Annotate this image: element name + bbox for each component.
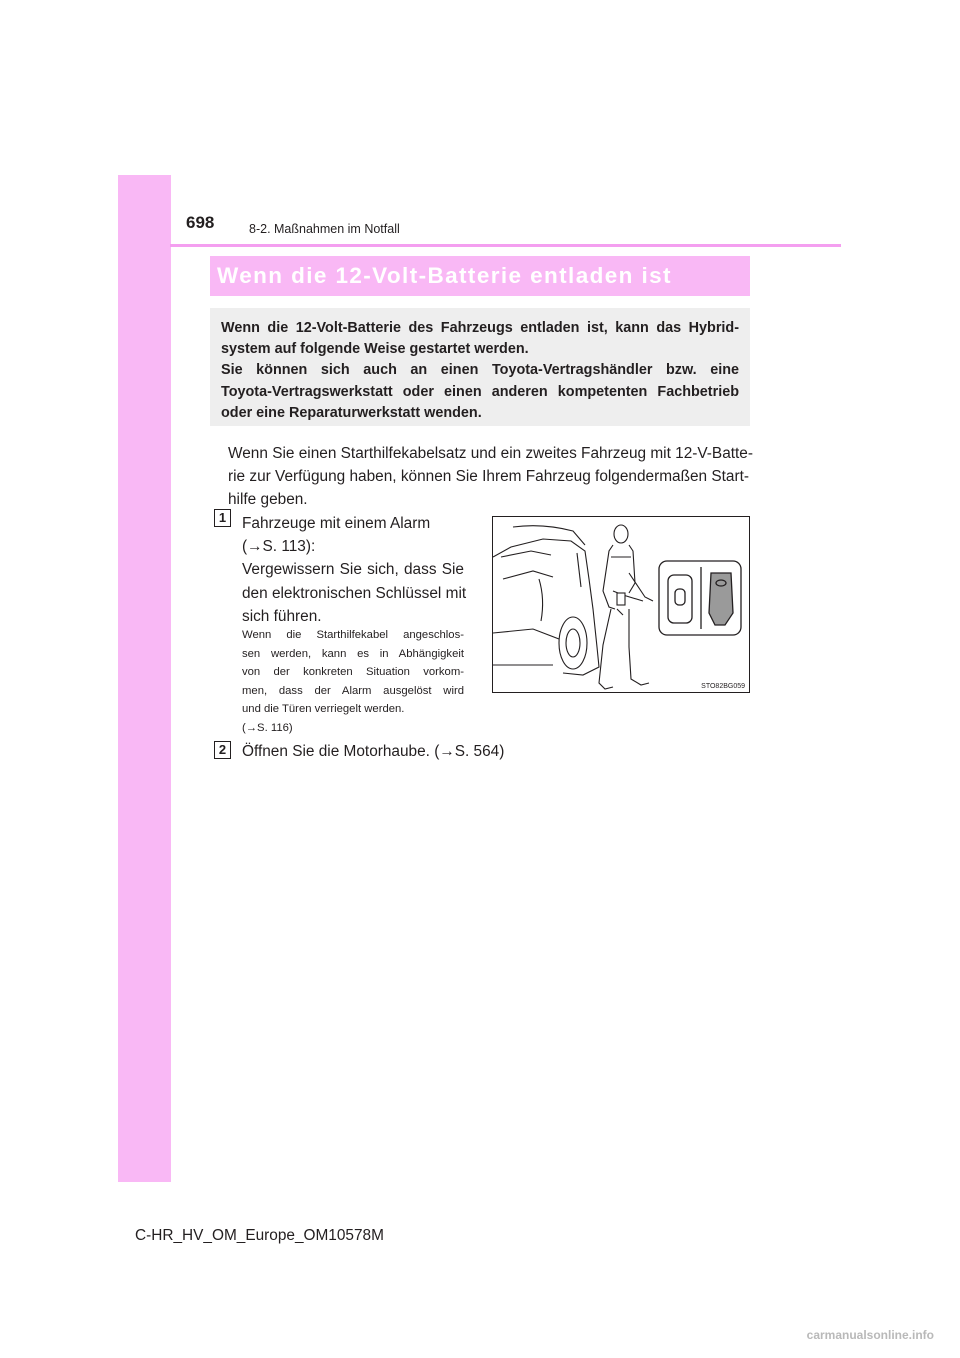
step-1-text	[242, 512, 467, 628]
step-2-text: Öffnen Sie die Motorhaube. (→S. 564)	[242, 743, 505, 760]
step-1-badge: 1	[214, 509, 231, 527]
step-2-badge: 2	[214, 741, 231, 759]
note-line: (→S. 116)	[242, 721, 293, 734]
intro-box	[210, 308, 750, 426]
step-1-line: sich führen.	[242, 607, 322, 625]
body-line: rie zur Verfügung haben, können Sie Ihrem Fahrzeug folgendermaßen Start-	[228, 467, 750, 485]
body-line: hilfe geben.	[228, 490, 308, 508]
intro-line: Wenn die 12-Volt-Batterie des Fahrzeugs entladen ist, kann das Hybrid-	[221, 320, 739, 336]
vehicle-icon	[493, 526, 599, 675]
figure-drawing	[493, 517, 749, 692]
intro-line: oder eine Reparaturwerkstatt wenden.	[221, 404, 482, 421]
note-line: von der konkreten Situation vorkom-	[242, 666, 464, 679]
step-1-line: (→S. 113):	[242, 538, 316, 556]
side-tab-band	[118, 175, 171, 1182]
illustration-figure	[492, 516, 750, 693]
figure-code: STO82BG059	[701, 683, 745, 690]
step-1-note	[242, 626, 464, 738]
header-rule	[170, 244, 841, 247]
step-1-line: Vergewissern Sie sich, dass Sie	[242, 561, 464, 579]
intro-line: Toyota-Vertragswerkstatt oder einen anderen kompetenten Fachbetrieb	[221, 383, 739, 400]
note-line: men, dass der Alarm ausgelöst wird	[242, 684, 464, 697]
body-paragraph	[228, 443, 753, 511]
note-line: Wenn die Starthilfekabel angeschlos-	[242, 629, 464, 641]
electronic-key-icon	[659, 561, 741, 635]
watermark-link[interactable]: carmanualsonline.info	[806, 1328, 934, 1342]
intro-line: Sie können sich auch an einen Toyota-Vertragshändler bzw. eine	[221, 362, 739, 379]
body-line: Wenn Sie einen Starthilfekabelsatz und ein zweites Fahrzeug mit 12-V-Batte-	[228, 445, 753, 462]
note-line: und die Türen verriegelt werden.	[242, 703, 405, 716]
intro-line: system auf folgende Weise gestartet werden.	[221, 341, 529, 358]
page-number: 698	[186, 213, 215, 232]
section-label: 8-2. Maßnahmen im Notfall	[249, 222, 400, 236]
step-1-line: den elektronischen Schlüssel mit	[242, 584, 467, 602]
section-title: Wenn die 12-Volt-Batterie entladen ist	[210, 256, 750, 296]
step-1-line: Fahrzeuge mit einem Alarm	[242, 515, 431, 532]
document-code: C-HR_HV_OM_Europe_OM10578M	[135, 1227, 384, 1244]
note-line: sen werden, kann es in Abhängigkeit	[242, 647, 464, 660]
person-icon	[599, 525, 653, 689]
